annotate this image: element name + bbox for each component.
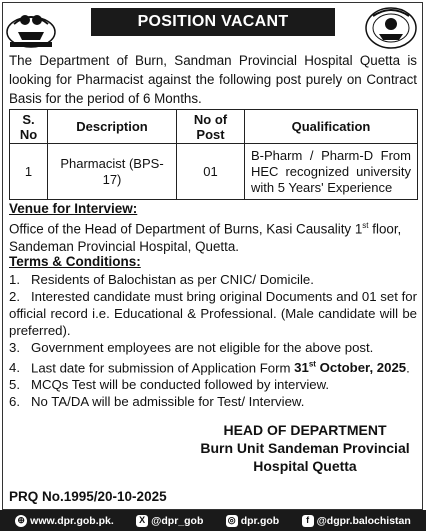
instagram-icon: ◎ — [226, 515, 238, 527]
term-text: Interested candidate must bring original Documents and 01 set for official record i.e. Educational & Professional. (Male candidate will be preferred). — [9, 289, 417, 338]
list-item — [9, 288, 417, 339]
term-text-end: . — [406, 360, 410, 376]
footer-instagram[interactable] — [226, 515, 280, 527]
cell-sno: 1 — [10, 144, 48, 200]
facebook-icon: f — [302, 515, 314, 527]
term-text: Government employees are not eligible for the above post. — [31, 340, 374, 355]
list-item — [9, 271, 417, 288]
last-date-day: 31 — [294, 360, 309, 376]
footer-twitter[interactable] — [136, 515, 203, 527]
term-number: 5. — [9, 377, 20, 393]
term-text: MCQs Test will be conducted followed by interview. — [31, 377, 330, 393]
twitter-text: @dpr_gob — [151, 514, 204, 527]
table-row — [10, 144, 418, 200]
venue-heading: Venue for Interview: — [9, 201, 138, 216]
list-item — [9, 393, 417, 410]
term-text: Residents of Balochistan as per CNIC/ Domicile. — [31, 272, 314, 287]
facebook-text: @dgpr.balochistan — [316, 514, 411, 527]
signature-unit: Burn Unit Sandeman Provincial — [200, 440, 410, 456]
header-sno: S. No — [10, 110, 48, 144]
last-date-rest: October, 2025 — [315, 360, 407, 376]
header-posts: No of Post — [177, 110, 245, 144]
page-title: POSITION VACANT — [91, 8, 335, 36]
cell-posts: 01 — [177, 144, 245, 200]
term-number: 2. — [9, 289, 20, 304]
signature-title: HEAD OF DEPARTMENT — [223, 422, 387, 438]
website-text: www.dpr.gob.pk. — [30, 514, 114, 527]
list-item — [9, 339, 417, 356]
globe-icon: ⊕ — [15, 515, 27, 527]
list-item — [9, 356, 417, 376]
last-date — [294, 360, 406, 375]
term-text: No TA/DA will be admissible for Test/ Interview. — [31, 394, 305, 410]
cell-qualification: B-Pharm / Pharm-D From HEC recognized university with 5 Years' Experience — [245, 144, 418, 200]
header-description: Description — [48, 110, 177, 144]
venue-text-part1: Office of the Head of Department of Burns, Kasi Causality 1 — [9, 221, 363, 237]
venue-text — [9, 217, 417, 255]
footer-facebook[interactable] — [302, 515, 411, 527]
prq-number: PRQ No.1995/20-10-2025 — [9, 489, 167, 504]
header — [0, 0, 426, 56]
term-number: 3. — [9, 340, 20, 355]
table-header-row — [10, 110, 418, 144]
term-number: 4. — [9, 360, 20, 376]
terms-heading: Terms & Conditions: — [9, 254, 141, 269]
last-date-superscript: st — [308, 360, 316, 369]
terms-list — [9, 271, 417, 410]
list-item — [9, 376, 417, 393]
term-text: Last date for submission of Application Form — [31, 360, 295, 376]
intro-paragraph: The Department of Burn, Sandman Provincial Hospital Quetta is looking for Pharmacist against the following post purely on Contract Basis for the period of 6 Months. — [9, 53, 417, 106]
cell-description: Pharmacist (BPS-17) — [48, 144, 177, 200]
footer-website[interactable] — [15, 515, 114, 527]
twitter-icon: X — [136, 515, 148, 527]
header-qualification: Qualification — [245, 110, 418, 144]
venue-text-part2: floor, Sandeman Provincial Hospital, Quetta. — [9, 221, 402, 254]
term-number: 1. — [9, 272, 20, 287]
posts-table — [9, 109, 418, 200]
venue-superscript: st — [362, 221, 369, 230]
signature-hospital: Hospital Quetta — [253, 458, 357, 474]
government-emblem-logo — [4, 6, 58, 50]
term-number: 6. — [9, 394, 20, 410]
signature-block — [190, 421, 420, 475]
instagram-text: dpr.gob — [240, 514, 280, 527]
footer-bar — [0, 510, 426, 531]
department-seal-logo — [364, 6, 418, 50]
